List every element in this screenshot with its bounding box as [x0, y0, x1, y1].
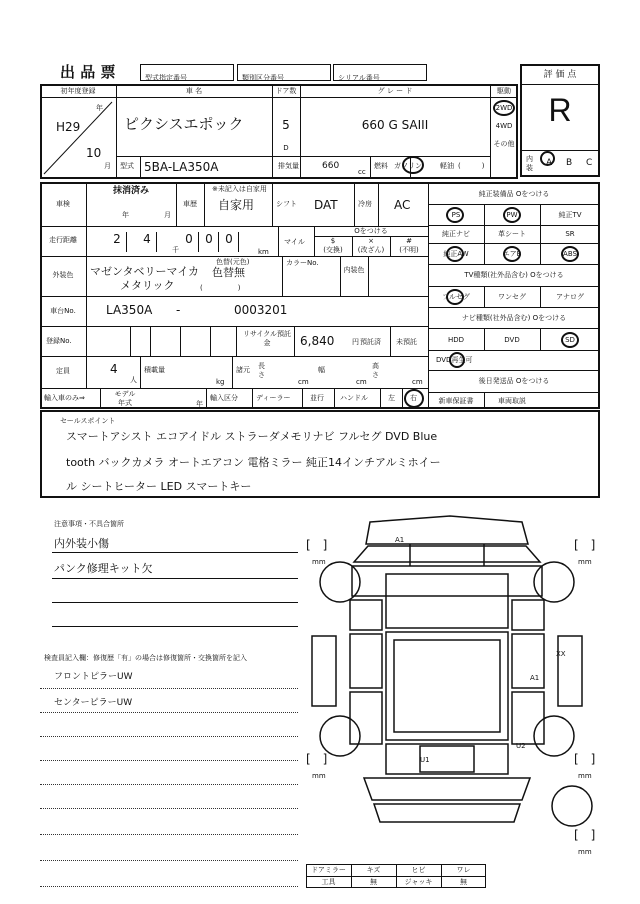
navi-sd: SD	[565, 336, 575, 344]
recycle-unpaid: 未預託	[396, 338, 417, 346]
repaint-paren: ( )	[200, 284, 241, 292]
model-value: 5BA-LA350A	[144, 160, 219, 174]
selling-points-label: セールスポイント	[60, 417, 116, 425]
aircon-value: AC	[394, 198, 411, 212]
repaint-label: 色替(元色)	[216, 258, 250, 266]
model-no-box: 型式指定番号	[140, 64, 234, 81]
fuel-other-paren: ( )	[458, 162, 485, 170]
tv-oneseg: ワンセグ	[498, 293, 526, 301]
cc-unit: cc	[358, 168, 366, 176]
displacement-label: 排気量	[278, 162, 299, 170]
drive-other: その他	[493, 140, 515, 148]
mileage-digit: 4	[138, 232, 157, 252]
reg-no-label: 登録No.	[46, 337, 72, 345]
doors-label: ドア数	[275, 87, 297, 95]
handle-right-circle	[404, 389, 424, 408]
equipment-title: 純正装備品 Oをつける	[478, 190, 550, 198]
handle-left: 左	[388, 394, 395, 402]
kg-unit: kg	[216, 378, 225, 386]
first-reg-year: H29	[56, 120, 81, 134]
meter-circle-note: Oをつける	[354, 227, 388, 235]
import-class-label: 輸入区分	[210, 394, 238, 402]
km-unit: km	[258, 248, 269, 256]
name-label: 車 名	[185, 87, 203, 95]
model-label: 型式	[120, 162, 134, 170]
door-unit: D	[283, 144, 289, 152]
inspection-month-unit: 月	[164, 211, 171, 219]
aircon-label: 冷房	[358, 200, 372, 208]
inspector-line-1: フロントピラーUW	[54, 672, 133, 682]
notes-label: 注意事項・不具合箇所	[54, 520, 124, 528]
bt-header-crack: ヒビ	[411, 866, 426, 874]
first-reg-label: 初年度登録	[60, 87, 96, 95]
mm-bracket-tr: [ ]	[574, 538, 596, 552]
meter-unknown: # (不明)	[399, 237, 419, 254]
score-label: 評 価 点	[522, 66, 598, 85]
bt-header-break: ワレ	[456, 866, 471, 874]
equip-tv: 純正TV	[558, 211, 582, 219]
import-dealer: ディーラー	[256, 394, 291, 402]
load-label: 積載量	[144, 366, 165, 374]
tv-analog: アナログ	[556, 293, 584, 301]
interior-color-label: 内装色	[343, 266, 365, 274]
mm-bracket-bl: [ ]	[306, 752, 328, 766]
dvd-playback-circle	[449, 352, 465, 368]
fuel-circle	[402, 156, 424, 174]
bt-jack-none: 無	[460, 878, 467, 886]
tv-title: TV種類(社外品含む) Oをつける	[464, 271, 564, 279]
meter-tampered: × (改ざん)	[357, 237, 385, 254]
mm-bl: mm	[312, 772, 326, 780]
ps-circle	[446, 207, 464, 223]
inspector-line-2: センターピラーUW	[54, 698, 133, 708]
mileage-digit: 0	[220, 232, 239, 252]
abs-circle	[561, 246, 579, 262]
equip-abs: ABS	[563, 250, 577, 258]
chassis-dash: -	[176, 303, 181, 317]
later-warranty: 新車保証書	[438, 397, 474, 405]
interior-row: 内装 A B C	[522, 150, 598, 151]
dims-label: 諸元	[236, 366, 250, 374]
width-label: 幅	[318, 366, 325, 374]
damage-mark-a1-side: A1	[530, 674, 540, 682]
selling-line-1: スマートアシスト エコアイドル ストラーダメモリナビ フルセグ DVD Blue	[66, 430, 438, 443]
history-label: 車歴	[183, 200, 197, 208]
model-year-unit: 年	[196, 400, 203, 408]
mm-tl: mm	[312, 558, 326, 566]
doors-value: 5	[282, 118, 290, 132]
equip-aw: 純正AW	[443, 250, 469, 258]
car-body-diagram	[300, 510, 610, 870]
capacity-value: 4	[110, 362, 118, 376]
equip-pw: PW	[506, 211, 518, 219]
thousand-unit: 千	[172, 246, 179, 254]
fuel-value: ガソリン	[394, 162, 422, 170]
note-line-1: 内外装小傷	[54, 537, 109, 550]
width-cm: cm	[356, 378, 367, 386]
sd-circle	[561, 332, 579, 348]
navi-dvd: DVD	[504, 336, 520, 344]
navi-hdd: HDD	[447, 336, 465, 344]
mm-bracket-tl: [ ]	[306, 538, 328, 552]
inspection-year-unit: 年	[122, 211, 129, 219]
light-oil: 軽油	[440, 162, 454, 170]
bt-jack: ジャッキ	[404, 878, 433, 886]
color-line2: メタリック	[120, 279, 175, 292]
height-label: 高さ	[372, 362, 379, 379]
score-box	[520, 64, 600, 177]
airbag-circle	[503, 246, 521, 262]
mile-label: マイル	[284, 238, 305, 246]
fullseg-circle	[446, 289, 464, 305]
color-label: 外装色	[52, 271, 74, 279]
damage-mark-a1-front: A1	[395, 536, 405, 544]
later-manual: 車両取説	[498, 397, 526, 405]
chassis-number: 0003201	[234, 303, 288, 317]
damage-mark-u1: U1	[420, 756, 430, 764]
mileage-label: 走行距離	[49, 236, 77, 244]
later-title: 後日発送品 Oをつける	[478, 377, 550, 385]
height-cm: cm	[412, 378, 423, 386]
grade-value: 660 G SAIII	[361, 118, 429, 132]
equip-leather: 革シート	[498, 230, 526, 238]
length-cm: cm	[298, 378, 309, 386]
mileage-digit: 2	[108, 232, 127, 252]
bt-header-scratch: キズ	[366, 866, 381, 874]
serial-box: シリアル番号	[333, 64, 427, 81]
equip-airbag: エアB	[502, 250, 522, 258]
pw-circle	[503, 207, 521, 223]
drive-2wd: 2WD	[495, 104, 513, 112]
history-note: ※未記入は自家用	[212, 185, 267, 193]
history-value: 自家用	[218, 198, 255, 212]
interior-a-circle	[540, 151, 555, 166]
inspection-label: 車検	[56, 200, 70, 208]
handle-right: 右	[410, 394, 417, 402]
recycle-label: リサイクル預託金	[242, 330, 292, 347]
bt-tools-none: 無	[370, 878, 377, 886]
recycle-paid: 預託済	[360, 338, 381, 346]
bt-tools: 工具	[321, 878, 336, 886]
car-name: ピクシスエポック	[124, 115, 244, 133]
drive-4wd: 4WD	[495, 122, 513, 130]
equip-navi: 純正ナビ	[442, 230, 470, 238]
fuel-label: 燃料	[374, 162, 388, 170]
class-no-box: 類別区分番号	[237, 64, 331, 81]
aw-circle	[446, 246, 464, 262]
inspection-value: 抹消済み	[112, 186, 149, 196]
selling-line-3: ル シートヒーター LED スマートキー	[66, 480, 252, 493]
shift-label: シフト	[276, 200, 297, 208]
damage-mark-u2: U2	[516, 742, 526, 750]
model-year-label: モデル年式	[114, 390, 136, 407]
import-parallel: 並行	[310, 394, 324, 402]
selling-line-2: tooth バックカメラ オートエアコン 電格ミラー 純正14インチアルミホイー	[66, 456, 441, 469]
score-value: R	[548, 92, 572, 128]
selling-points-box	[40, 410, 600, 498]
mm-br: mm	[578, 772, 592, 780]
color-line1: マゼンタベリーマイカ	[90, 265, 200, 278]
recycle-value: 6,840	[300, 334, 335, 348]
mileage-digit: 0	[180, 232, 199, 252]
capacity-label: 定員	[56, 367, 70, 375]
note-line-2: パンク修理キット欠	[54, 562, 153, 575]
mm-spare: mm	[578, 848, 592, 856]
damage-mark-xx: XX	[556, 650, 566, 658]
repaint-value: 色替無	[212, 266, 245, 279]
grade-label: グ レ ー ド	[377, 87, 413, 95]
chassis-label: 車台No.	[50, 307, 76, 315]
form-title: 出 品 票	[60, 63, 116, 81]
mm-bracket-br: [ ]	[574, 752, 596, 766]
month-unit: 月	[104, 162, 111, 170]
mileage-digit: 0	[200, 232, 219, 252]
displacement-value: 660	[322, 161, 340, 171]
first-reg-month: 10	[86, 146, 102, 160]
dvd-playback: DVD再生可	[436, 356, 473, 364]
mm-tr: mm	[578, 558, 592, 566]
chassis-prefix: LA350A	[106, 303, 153, 317]
inspector-label: 検査員記入欄：修復歴「有」の場合は修復箇所・交換箇所を記入	[44, 654, 247, 662]
meter-exchange: $ (交換)	[323, 237, 343, 254]
handle-label: ハンドル	[340, 394, 368, 402]
import-label: 輸入車のみ⇒	[44, 394, 85, 402]
drive-2wd-circle	[493, 100, 515, 116]
length-label: 長さ	[258, 362, 265, 379]
drive-label: 駆動	[497, 87, 511, 95]
shift-value: DAT	[314, 198, 338, 212]
mm-bracket-spare: [ ]	[574, 828, 596, 842]
tv-fullseg: フルセグ	[442, 293, 470, 301]
recycle-unit: 円	[352, 338, 359, 346]
capacity-unit: 人	[130, 376, 137, 384]
year-unit: 年	[96, 104, 103, 112]
color-no-label: カラーNo.	[286, 259, 319, 267]
equip-sr: SR	[565, 230, 575, 238]
navi-title: ナビ種類(社外品含む) Oをつける	[461, 314, 567, 322]
bt-header-mirror: ドアミラー	[311, 866, 346, 874]
equip-ps: PS	[451, 211, 461, 219]
